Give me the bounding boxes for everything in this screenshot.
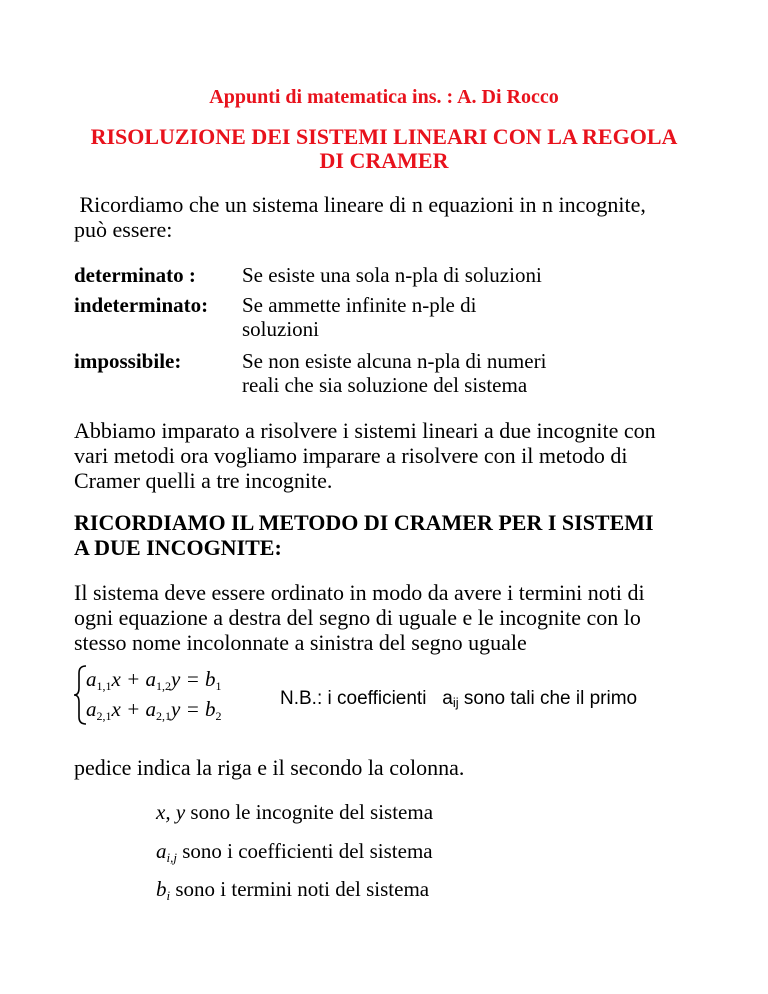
paragraph-2-line-3: Cramer quelli a tre incognite. — [74, 468, 333, 493]
paragraph-3-line-3: stesso nome incolonnate a sinistra del segno uguale — [74, 630, 527, 655]
note-incognite: x, y sono le incognite del sistema — [156, 800, 434, 824]
document-subtitle: Appunti di matematica ins. : A. Di Rocco — [209, 86, 559, 108]
definition-term-impossibile: impossibile: — [74, 349, 182, 373]
eq2-term-b2: $b_2$ — [205, 697, 222, 723]
definition-text-determinato: Se esiste una sola n-pla di soluzioni — [242, 263, 542, 287]
document-title-line-1: RISOLUZIONE DEI SISTEMI LINEARI CON LA REGOLA — [90, 124, 678, 149]
eq1-term-b1: $b_1$ — [205, 667, 222, 693]
paragraph-3-line-2: ogni equazione a destra del segno di uguale e le incognite con lo — [74, 605, 641, 630]
nb-note-continuation: pedice indica la riga e il secondo la colonna. — [74, 755, 465, 780]
definition-text-impossibile-2: reali che sia soluzione del sistema — [242, 373, 528, 397]
note-coefficienti: $a_{i,j}$ sono i coefficienti del sistema — [156, 839, 433, 865]
paragraph-2-line-2: vari metodi ora vogliamo imparare a risolvere con il metodo di — [74, 443, 628, 468]
definition-text-impossibile-1: Se non esiste alcuna n-pla di numeri — [242, 349, 547, 373]
eq1-coefficient-a11: $a_{1,1}$ — [86, 667, 112, 693]
definition-term-indeterminato: indeterminato: — [74, 293, 209, 317]
nb-note: N.B.: i coefficienti $a_{ij}$ sono tali che il primo — [280, 688, 638, 710]
system-equation-2: $a_{2,1}x + a_{2,1}y = b_2$ — [86, 697, 222, 723]
definition-term-determinato: determinato : — [74, 263, 196, 287]
document-title-line-2: DI CRAMER — [319, 148, 449, 173]
definition-text-indeterminato-1: Se ammette infinite n-ple di — [242, 293, 477, 317]
eq2-coefficient-a21: $a_{2,1}$ — [86, 697, 112, 723]
eq1-coefficient-a12: $a_{1,2}$ — [145, 667, 171, 693]
note-termini-noti: $b_i$ sono i termini noti del sistema — [156, 877, 430, 903]
definition-text-indeterminato-2: soluzioni — [242, 317, 319, 341]
intro-line-1: Ricordiamo che un sistema lineare di n equazioni in n incognite, — [74, 192, 646, 217]
paragraph-3-line-1: Il sistema deve essere ordinato in modo da avere i termini noti di — [74, 580, 645, 605]
section-heading-line-1: RICORDIAMO IL METODO DI CRAMER PER I SISTEMI — [74, 510, 654, 535]
intro-line-2: può essere: — [74, 217, 173, 242]
section-heading-line-2: A DUE INCOGNITE: — [74, 535, 282, 560]
eq2-coefficient-a22: $a_{2,1}$ — [145, 697, 171, 723]
paragraph-2-line-1: Abbiamo imparato a risolvere i sistemi lineari a due incognite con — [74, 418, 656, 443]
system-equation-1: $a_{1,1}x + a_{1,2}y = b_1$ — [86, 667, 222, 693]
